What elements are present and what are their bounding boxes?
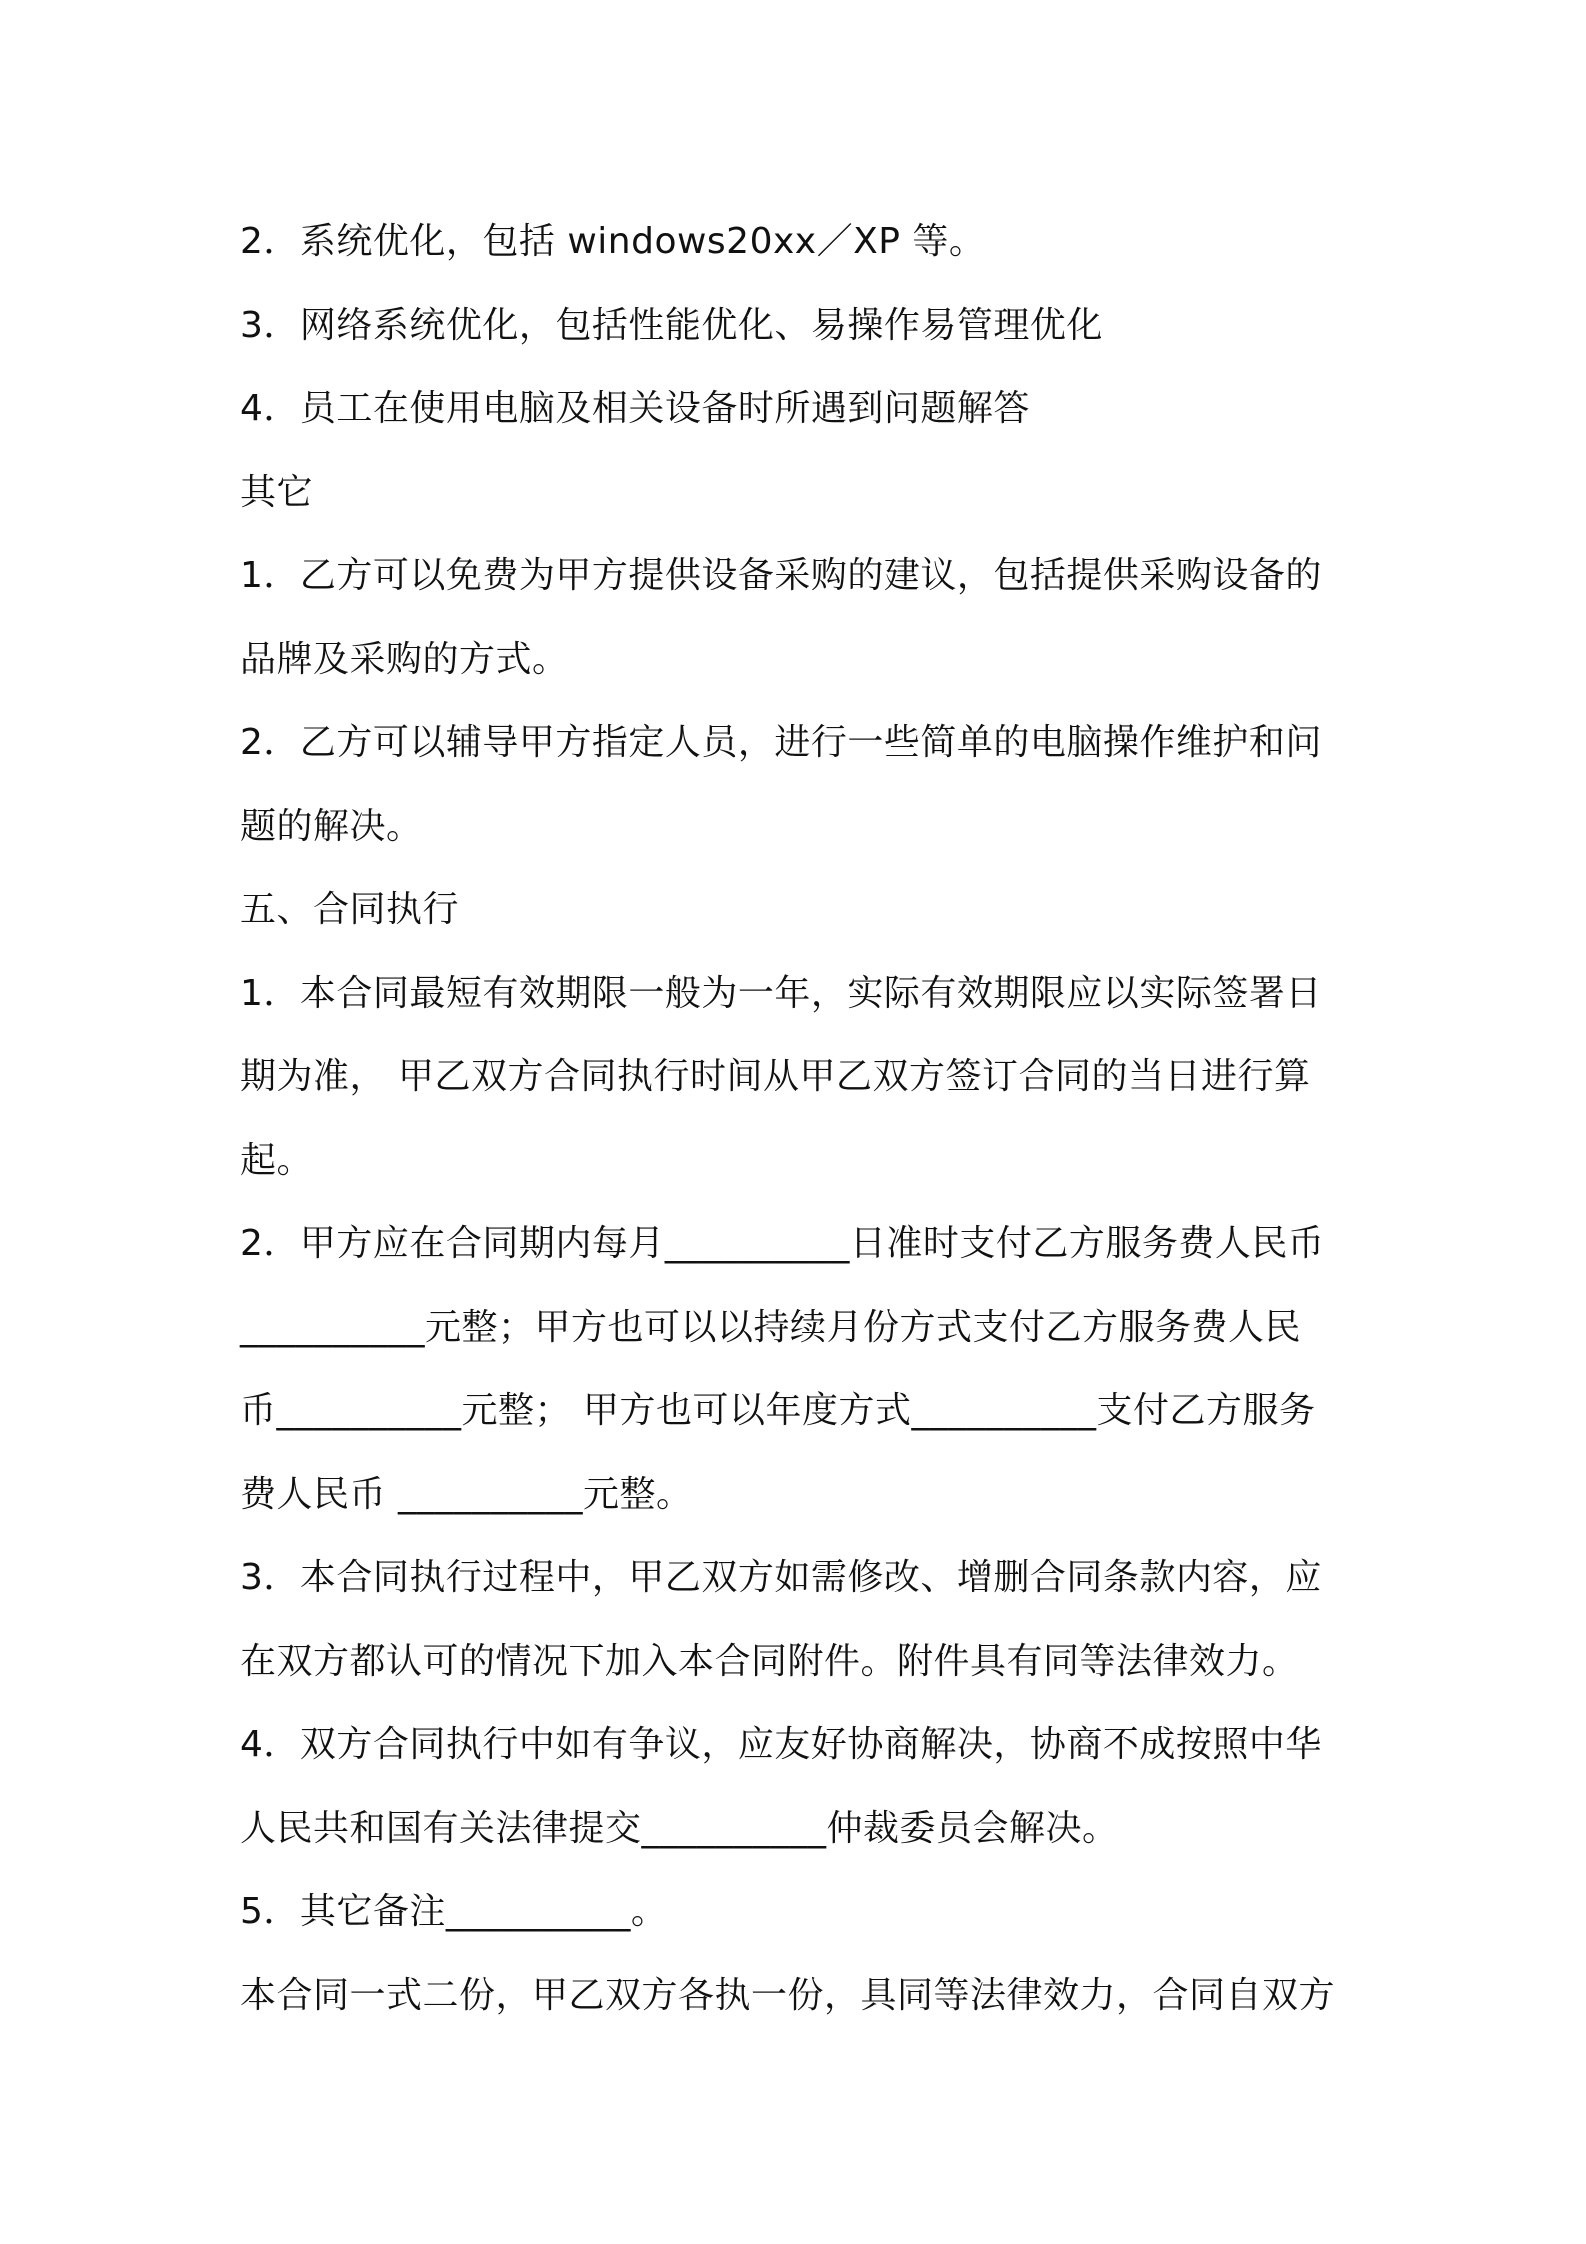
text-line: 题的解决。 [240, 805, 423, 847]
text-line: 1．乙方可以免费为甲方提供设备采购的建议，包括提供采购设备的 [240, 555, 1322, 596]
text-line: __________元整；甲方也可以以持续月份方式支付乙方服务费人民 [240, 1306, 1302, 1348]
document-body [240, 200, 1360, 2037]
text-line: 3．网络系统优化，包括性能优化、易操作易管理优化 [240, 304, 1103, 346]
section-heading: 其它 [240, 471, 314, 513]
text-line: 起。 [240, 1139, 314, 1181]
text-line: 币__________元整； 甲方也可以年度方式__________支付乙方服务 [240, 1390, 1316, 1431]
text-line: 4．员工在使用电脑及相关设备时所遇到问题解答 [240, 388, 1030, 429]
text-line: 费人民币 __________元整。 [240, 1473, 693, 1515]
text-line: 5．其它备注__________。 [240, 1891, 668, 1932]
text-line: 3．本合同执行过程中，甲乙双方如需修改、增删合同条款内容，应 [240, 1557, 1322, 1598]
text-line: 期为准， 甲乙双方合同执行时间从甲乙双方签订合同的当日进行算 [240, 1056, 1311, 1097]
text-line: 4．双方合同执行中如有争议，应友好协商解决，协商不成按照中华 [240, 1724, 1322, 1765]
section-heading: 五、合同执行 [240, 889, 460, 930]
text-line: 人民共和国有关法律提交__________仲裁委员会解决。 [240, 1807, 1119, 1849]
text-line: 品牌及采购的方式。 [240, 638, 569, 680]
text-line: 本合同一式二份，甲乙双方各执一份，具同等法律效力，合同自双方 [240, 1974, 1336, 2016]
text-line: 2．乙方可以辅导甲方指定人员，进行一些简单的电脑操作维护和问 [240, 722, 1322, 763]
text-line: 2．系统优化，包括 windows20xx／XP 等。 [240, 221, 986, 262]
text-line: 1．本合同最短有效期限一般为一年，实际有效期限应以实际签署日 [240, 972, 1322, 1014]
text-line: 2．甲方应在合同期内每月__________日准时支付乙方服务费人民币 [240, 1223, 1325, 1264]
text-line: 在双方都认可的情况下加入本合同附件。附件具有同等法律效力。 [240, 1640, 1299, 1682]
